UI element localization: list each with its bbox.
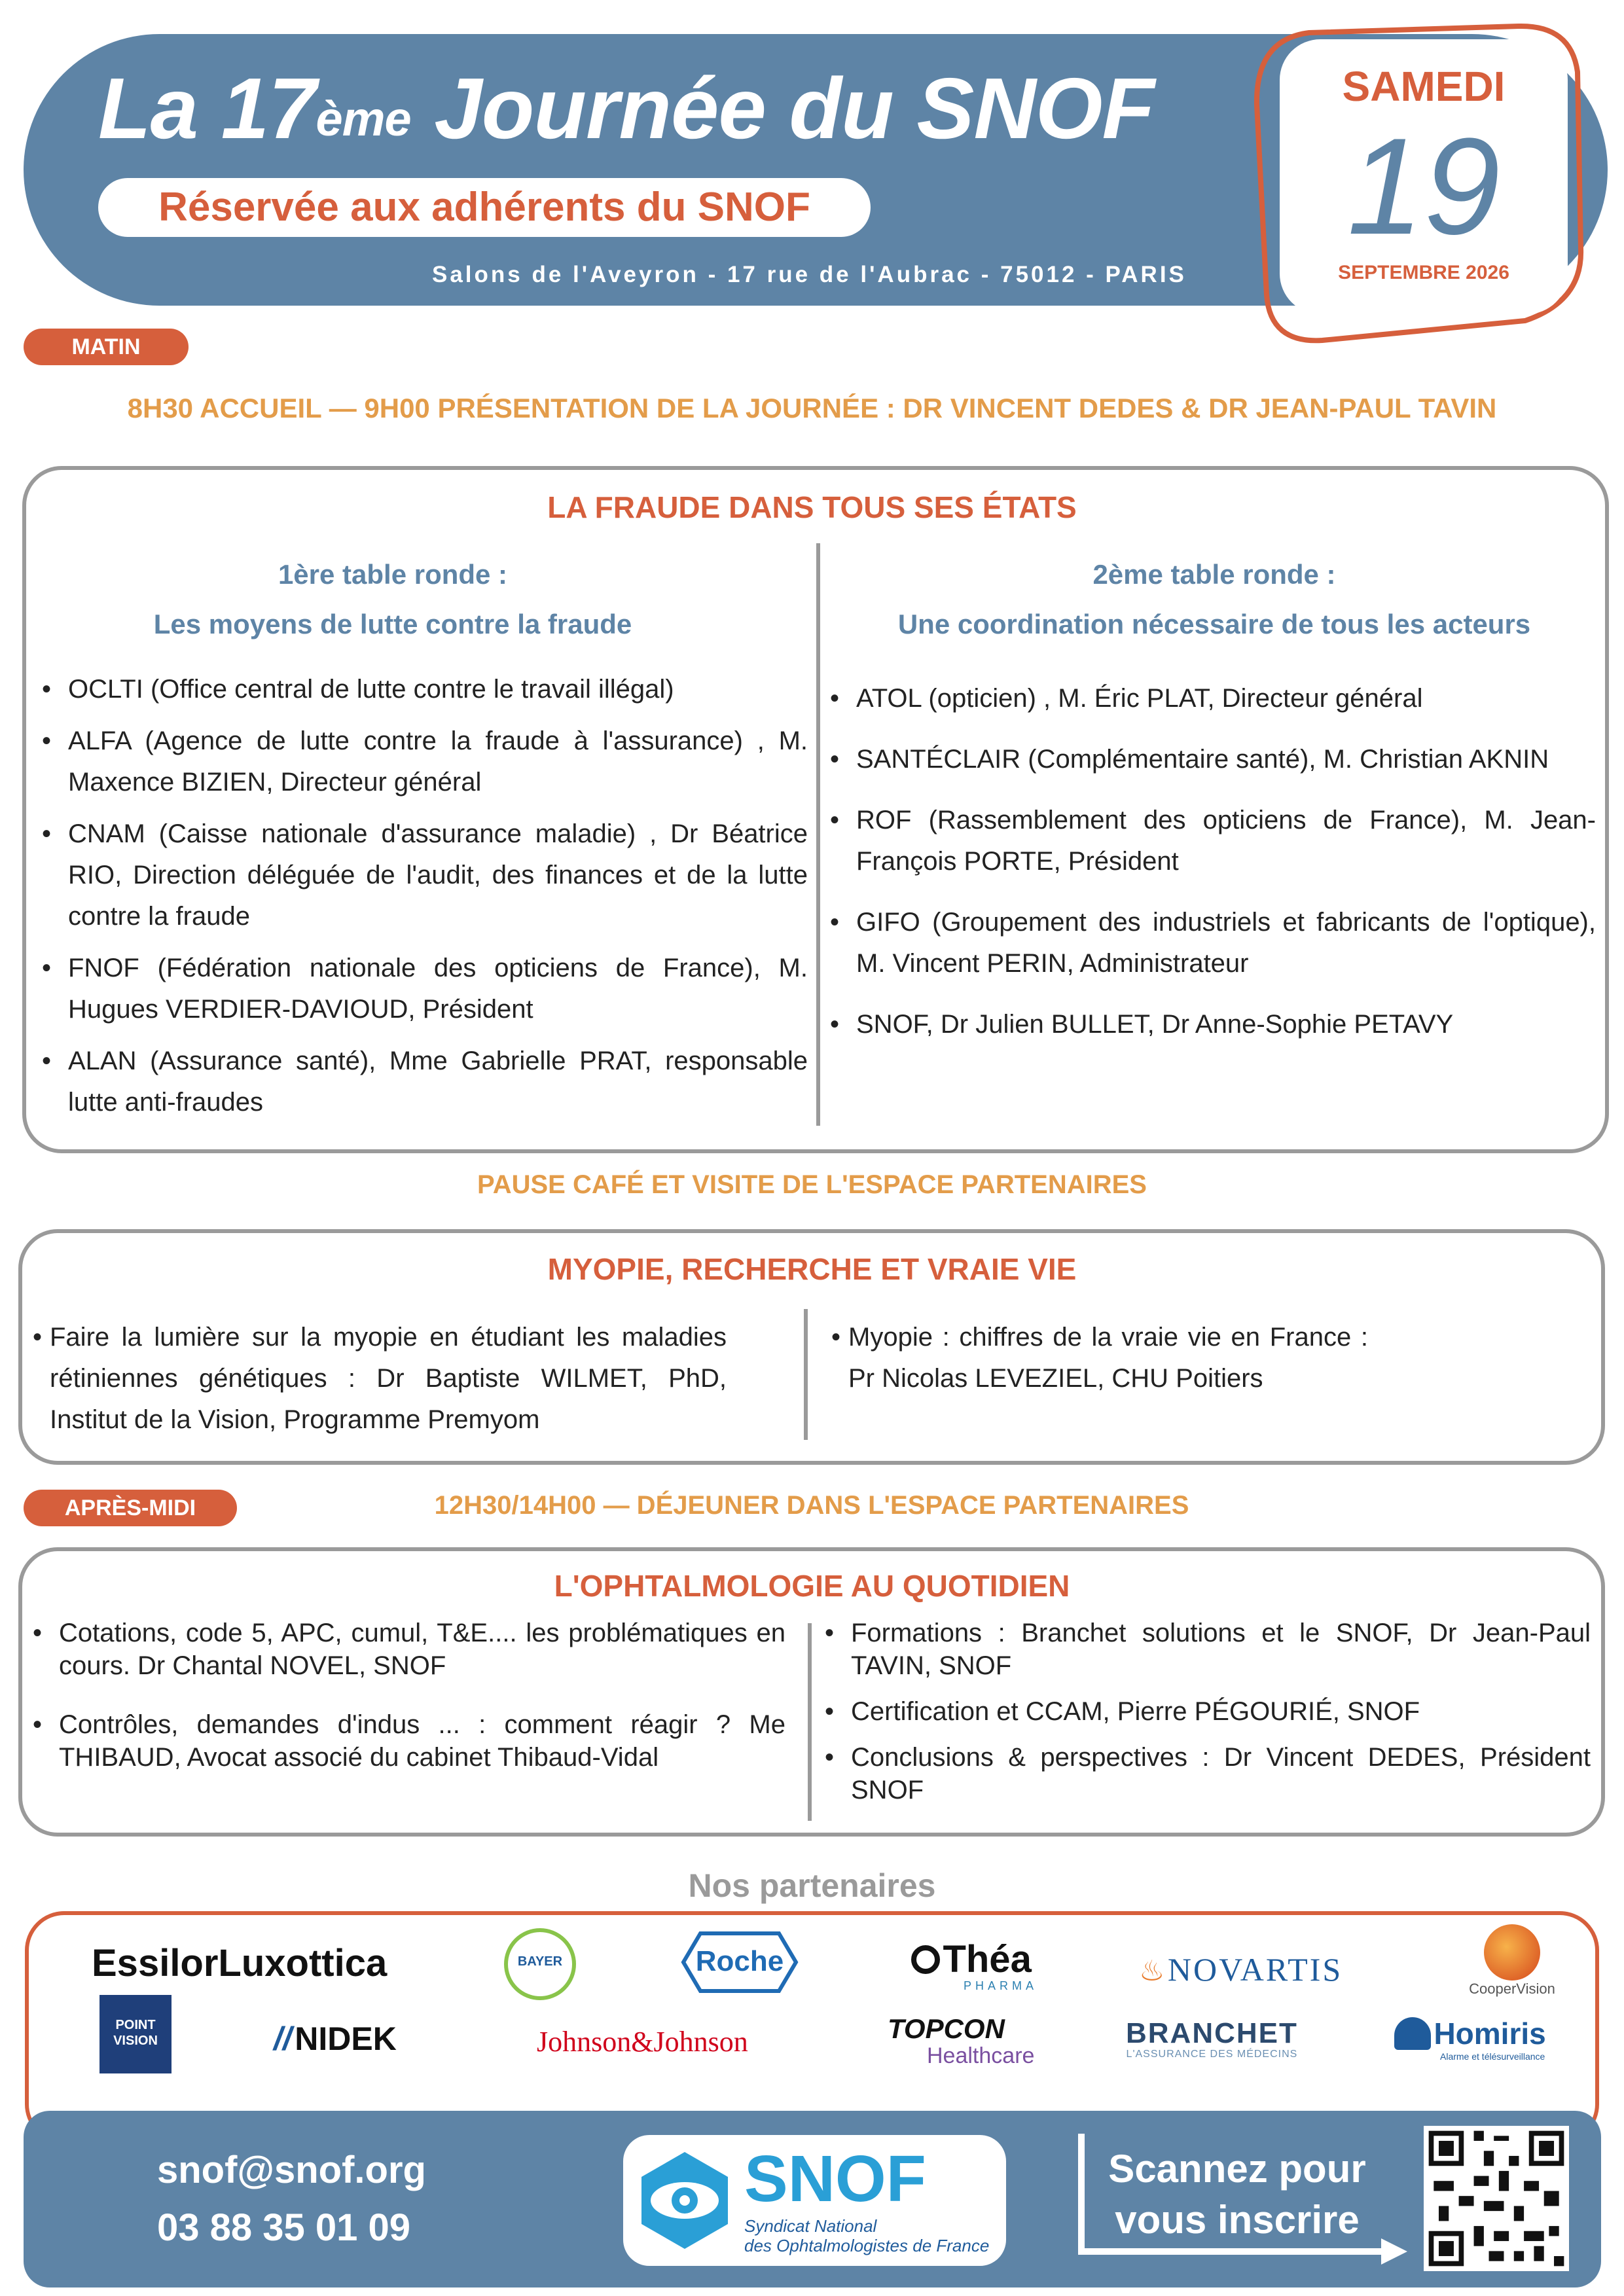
homiris-label: Homiris [1434,2017,1546,2051]
roundtable-2-label: 2ème table ronde : [1092,559,1336,590]
bayer-logo [504,1928,576,2000]
homiris-logo [1394,2016,1546,2062]
point-vision-label-1: POINT [115,2018,156,2032]
coopervision-logo [1447,1924,1578,1998]
list-item: • ROF (Rassemblement des opticiens de France), M. Jean-François PORTE, Président [830,800,1596,882]
snof-logo-name: SNOF [744,2142,926,2215]
list-item: • SANTÉCLAIR (Complémentaire santé), M. Christian AKNIN [830,739,1596,780]
roundtable-1-topic: Les moyens de lutte contre la fraude [153,609,632,639]
novartis-label: NOVARTIS [1167,1951,1343,1988]
qr-code-icon[interactable] [1424,2126,1569,2271]
thea-sublabel: PHARMA [964,1979,1038,1992]
point-vision-logo [99,1995,171,2073]
morning-schedule: 8H30 ACCUEIL — 9H00 PRÉSENTATION DE LA JOURNÉE : DR VINCENT DEDES & DR JEAN-PAUL TAVIN [127,393,1497,423]
homiris-sublabel: Alarme et télésurveillance [1440,2051,1545,2062]
list-item: • OCLTI (Office central de lutte contre le travail illégal) [42,669,808,710]
ophtalmo-right-list [825,1617,1591,1820]
topcon-label: TOPCON [888,2013,1005,2044]
list-item: • ATOL (opticien) , M. Éric PLAT, Directeur général [830,678,1596,719]
snof-eye-icon [632,2148,737,2253]
scan-to-register-text: Scannez pour vous inscrire [1108,2147,1366,2242]
members-only-subtitle: Réservée aux adhérents du SNOF [98,178,871,237]
nidek-label: NIDEK [295,2020,397,2057]
list-item: • Faire la lumière sur la myopie en étudiant les maladies rétiniennes génétiques : Dr Baptiste WILMET, PhD, Institut de la Vision, Programme Premyom [33,1317,727,1441]
list-item: • FNOF (Fédération nationale des opticiens de France), M. Hugues VERDIER-DAVIOUD, Président [42,948,808,1030]
date-day-number: 19 [1347,109,1500,263]
list-item: • Certification et CCAM, Pierre PÉGOURIÉ, SNOF [825,1695,1591,1728]
column-divider [808,1623,812,1821]
list-item: • Formations : Branchet solutions et le SNOF, Dr Jean-Paul TAVIN, SNOF [825,1617,1591,1682]
roundtable-1-label: 1ère table ronde : [278,559,508,590]
roundtable-2-heading [851,550,1578,649]
branchet-label: BRANCHET [1126,2017,1298,2049]
date-month-year: SEPTEMBRE 2026 [1338,262,1509,283]
list-item: • ALFA (Agence de lutte contre la fraude à l'assurance) , M. Maxence BIZIEN, Directeur général [42,721,808,803]
roundtable-1-heading [39,550,746,649]
lunch-schedule: 12H30/14H00 — DÉJEUNER DANS L'ESPACE PARTENAIRES [434,1491,1189,1520]
myopia-right-list [831,1317,1368,1410]
johnson-johnson-logo: Johnson&Johnson [537,2026,748,2058]
roche-label: Roche [695,1945,784,1977]
novartis-logo [1139,1950,1343,1988]
contact-phone[interactable]: 03 88 35 01 09 [157,2206,411,2249]
myopia-left-list [33,1317,727,1451]
point-vision-label-2: VISION [113,2034,158,2048]
nidek-logo [274,2020,397,2058]
coffee-break: PAUSE CAFÉ ET VISITE DE L'ESPACE PARTENAIRES [477,1170,1147,1199]
roche-logo [681,1929,799,1995]
snof-logo-card [623,2135,1006,2266]
essilorluxottica-logo: EssilorLuxottica [92,1942,388,1984]
list-item: • Cotations, code 5, APC, cumul, T&E.... les problématiques en cours. Dr Chantal NOVEL, SNOF [33,1617,785,1682]
roundtable-2-topic: Une coordination nécessaire de tous les acteurs [897,609,1531,639]
contact-email[interactable]: snof@snof.org [157,2149,426,2191]
event-title: La 17ème Journée du SNOF [98,60,1155,156]
topcon-sublabel: Healthcare [927,2043,1035,2068]
fraud-section-title: LA FRAUDE DANS TOUS SES ÉTATS [547,490,1077,524]
thea-label: Théa [943,1938,1032,1981]
list-item: • Contrôles, demandes d'indus ... : comment réagir ? Me THIBAUD, Avocat associé du cabinet Thibaud-Vidal [33,1708,785,1774]
novartis-flame-icon: ♨ [1139,1955,1165,1987]
list-item: • GIFO (Groupement des industriels et fabricants de l'optique), M. Vincent PERIN, Administrateur [830,902,1596,984]
myopia-section-title: MYOPIE, RECHERCHE ET VRAIE VIE [547,1252,1077,1286]
list-item: • SNOF, Dr Julien BULLET, Dr Anne-Sophie PETAVY [830,1004,1596,1045]
thea-ring-icon [911,1945,940,1974]
snof-logo-sub-2: des Ophtalmologistes de France [744,2236,990,2255]
column-divider [816,543,820,1126]
nidek-mark-icon: // [274,2020,292,2057]
column-divider [804,1309,808,1440]
morning-tag: MATIN [24,329,189,365]
thea-logo [911,1937,1038,1992]
roundtable-1-list [42,669,808,1134]
homiris-house-icon [1394,2017,1431,2050]
afternoon-tag: APRÈS-MIDI [24,1490,237,1526]
coopervision-sphere-icon [1484,1924,1540,1981]
venue-address: Salons de l'Aveyron - 17 rue de l'Aubrac - 75012 - PARIS [432,262,1187,287]
ophtalmo-left-list [33,1617,785,1787]
bayer-label: BAYER [517,1954,563,1969]
branchet-logo [1126,2018,1298,2060]
list-item: • Conclusions & perspectives : Dr Vincent DEDES, Président SNOF [825,1741,1591,1806]
branchet-sublabel: L'ASSURANCE DES MÉDECINS [1126,2049,1298,2060]
list-item: • Myopie : chiffres de la vraie vie en France : Pr Nicolas LEVEZIEL, CHU Poitiers [831,1317,1368,1399]
ophtalmo-section-title: L'OPHTALMOLOGIE AU QUOTIDIEN [554,1569,1070,1603]
topcon-logo [888,2015,1034,2068]
roundtable-2-list [830,678,1596,1056]
list-item: • ALAN (Assurance santé), Mme Gabrielle PRAT, responsable lutte anti-fraudes [42,1041,808,1123]
coopervision-label: CooperVision [1469,1981,1555,1997]
list-item: • CNAM (Caisse nationale d'assurance maladie) , Dr Béatrice RIO, Direction déléguée de l'audit, des finances et de la lutte contre la fraude [42,814,808,937]
date-weekday: SAMEDI [1342,63,1506,110]
partners-title: Nos partenaires [688,1867,936,1904]
snof-logo-sub-1: Syndicat National [744,2216,877,2236]
